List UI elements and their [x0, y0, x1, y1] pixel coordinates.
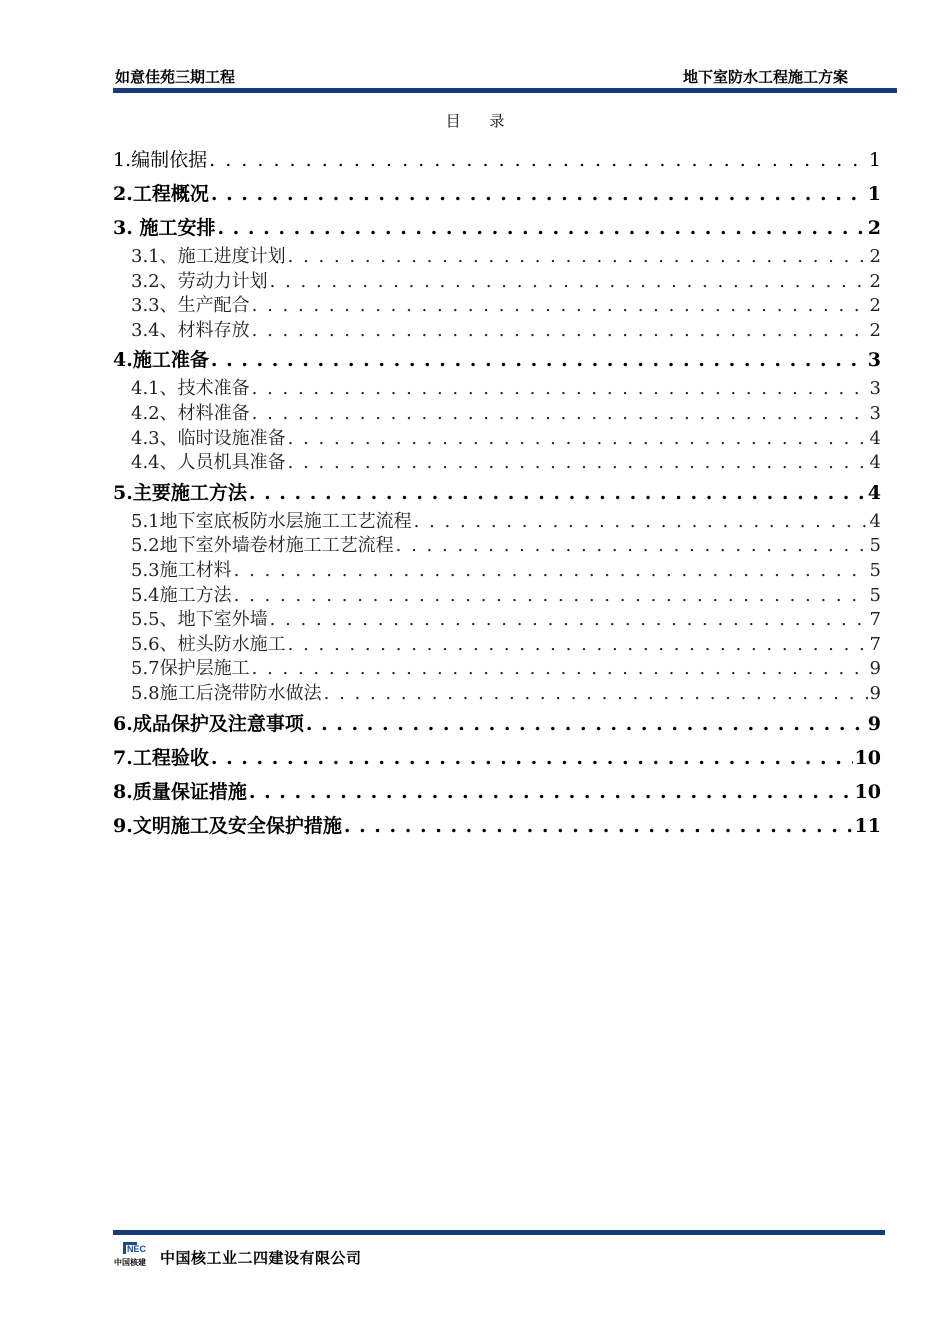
- toc-entry-page: 5: [869, 559, 881, 581]
- toc-subentry[interactable]: [113, 657, 881, 682]
- toc-entry-page: 7: [869, 633, 881, 655]
- footer-divider: [113, 1230, 885, 1235]
- toc-entry-title: 3.4、材料存放: [131, 319, 250, 341]
- toc-subentry[interactable]: [113, 402, 881, 427]
- toc-leader-dots: [344, 809, 853, 843]
- toc-entry-page: 10: [854, 780, 881, 803]
- toc-leader-dots: [252, 319, 868, 344]
- toc-subentry[interactable]: [113, 608, 881, 633]
- toc-subentry[interactable]: [113, 245, 881, 270]
- toc-leader-dots: [270, 270, 868, 295]
- toc-subentry[interactable]: [113, 510, 881, 535]
- toc-entry-page: 1: [867, 183, 881, 205]
- toc-leader-dots: [288, 633, 868, 658]
- toc-leader-dots: [396, 534, 868, 559]
- toc-leader-dots: [288, 427, 868, 452]
- toc-entry-title: 3. 施工安排: [113, 217, 216, 239]
- toc-entry-title: 4.2、材料准备: [131, 402, 250, 424]
- toc-leader-dots: [211, 343, 866, 377]
- toc-leader-dots: [252, 657, 868, 682]
- toc-title: 目 录: [445, 112, 517, 130]
- toc-subentry[interactable]: [113, 559, 881, 584]
- toc-leader-dots: [324, 682, 868, 707]
- toc-entry-page: 11: [854, 814, 881, 837]
- toc-entry-page: 9: [869, 682, 881, 704]
- toc-subentry[interactable]: [113, 682, 881, 707]
- toc-leader-dots: [217, 211, 865, 245]
- toc-entry-page: 3: [867, 349, 881, 372]
- toc-subentry[interactable]: [113, 633, 881, 658]
- toc-subentry[interactable]: [113, 534, 881, 559]
- toc-entry-title: 5.7保护层施工: [131, 658, 250, 680]
- toc-entry-title: 5.1地下室底板防水层施工工艺流程: [131, 510, 412, 532]
- toc-entry-page: 7: [869, 609, 881, 631]
- toc-leader-dots: [249, 775, 853, 809]
- toc-entry-title: 3.1、施工进度计划: [131, 246, 286, 267]
- toc-leader-dots: [249, 476, 866, 510]
- toc-leader-dots: [234, 559, 868, 584]
- toc-subentry[interactable]: [113, 319, 881, 344]
- toc-entry[interactable]: [113, 809, 881, 843]
- toc-entry-page: 4: [867, 481, 881, 504]
- toc-leader-dots: [270, 608, 868, 633]
- table-of-contents: [113, 143, 881, 843]
- toc-entry-title: 5.4施工方法: [131, 584, 232, 606]
- toc-entry-title: 4.1、技术准备: [131, 378, 250, 400]
- toc-entry[interactable]: [113, 343, 881, 377]
- toc-leader-dots: [414, 510, 868, 535]
- toc-entry-page: 2: [869, 295, 881, 317]
- toc-entry-title: 3.3、生产配合: [131, 295, 250, 317]
- toc-entry-page: 5: [869, 584, 881, 606]
- toc-leader-dots: [252, 294, 868, 319]
- toc-entry[interactable]: [113, 476, 881, 510]
- toc-entry[interactable]: [113, 211, 881, 245]
- toc-entry[interactable]: [113, 143, 881, 177]
- toc-entry-page: 4: [869, 427, 881, 449]
- toc-entry[interactable]: [113, 741, 881, 775]
- toc-entry-title: 5.8施工后浇带防水做法: [131, 682, 322, 704]
- toc-entry-title: 3.2、劳动力计划: [131, 270, 268, 292]
- toc-entry-page: 9: [867, 712, 881, 735]
- toc-subentry[interactable]: [113, 294, 881, 319]
- toc-entry-page: 2: [869, 319, 881, 341]
- toc-entry-title: 7.工程验收: [113, 746, 209, 769]
- toc-leader-dots: [288, 245, 868, 270]
- toc-entry-page: 9: [869, 658, 881, 680]
- toc-entry-page: 4: [869, 452, 881, 474]
- header-document-title: 地下室防水工程施工方案: [683, 68, 849, 86]
- toc-entry-title: 9.文明施工及安全保护措施: [113, 814, 342, 837]
- toc-entry-title: 5.2地下室外墙卷材施工工艺流程: [131, 535, 394, 557]
- toc-leader-dots: [211, 177, 866, 211]
- toc-entry-page: 2: [869, 246, 881, 267]
- toc-subentry[interactable]: [113, 451, 881, 476]
- toc-subentry[interactable]: [113, 377, 881, 402]
- toc-entry[interactable]: [113, 775, 881, 809]
- header-divider: [113, 88, 897, 93]
- toc-entry-title: 6.成品保护及注意事项: [113, 712, 304, 735]
- toc-entry-title: 5.主要施工方法: [113, 481, 247, 504]
- toc-entry[interactable]: [113, 707, 881, 741]
- footer-company-name: 中国核工业二四建设有限公司: [160, 1249, 362, 1267]
- logo-caption: 中国核建: [114, 1258, 146, 1267]
- toc-leader-dots: [306, 707, 866, 741]
- toc-entry-page: 2: [867, 217, 881, 239]
- toc-entry-title: 5.5、地下室外墙: [131, 609, 268, 631]
- toc-leader-dots: [252, 402, 868, 427]
- toc-entry[interactable]: [113, 177, 881, 211]
- logo-mark: NEC: [127, 1244, 147, 1254]
- toc-entry-page: 1: [868, 149, 881, 171]
- toc-entry-title: 1.编制依据: [113, 149, 208, 171]
- toc-leader-dots: [234, 584, 868, 609]
- toc-entry-page: 4: [869, 510, 881, 532]
- toc-entry-title: 8.质量保证措施: [113, 780, 247, 803]
- company-logo: [113, 1238, 158, 1268]
- toc-subentry[interactable]: [113, 584, 881, 609]
- toc-entry-title: 5.6、桩头防水施工: [131, 633, 286, 655]
- toc-entry-title: 5.3施工材料: [131, 559, 232, 581]
- toc-entry-page: 10: [854, 746, 881, 769]
- header-project-name: 如意佳苑三期工程: [115, 68, 236, 86]
- toc-entry-page: 3: [869, 378, 881, 400]
- toc-subentry[interactable]: [113, 427, 881, 452]
- toc-leader-dots: [209, 143, 867, 177]
- toc-leader-dots: [288, 451, 868, 476]
- toc-entry-page: 2: [869, 270, 881, 292]
- toc-leader-dots: [252, 377, 868, 402]
- toc-entry-page: 3: [869, 402, 881, 424]
- toc-subentry[interactable]: [113, 270, 881, 295]
- toc-entry-title: 2.工程概况: [113, 183, 209, 205]
- toc-entry-title: 4.3、临时设施准备: [131, 427, 286, 449]
- toc-entry-page: 5: [869, 535, 881, 557]
- toc-leader-dots: [211, 741, 853, 775]
- toc-entry-title: 4.施工准备: [113, 349, 209, 372]
- toc-entry-title: 4.4、人员机具准备: [131, 452, 286, 474]
